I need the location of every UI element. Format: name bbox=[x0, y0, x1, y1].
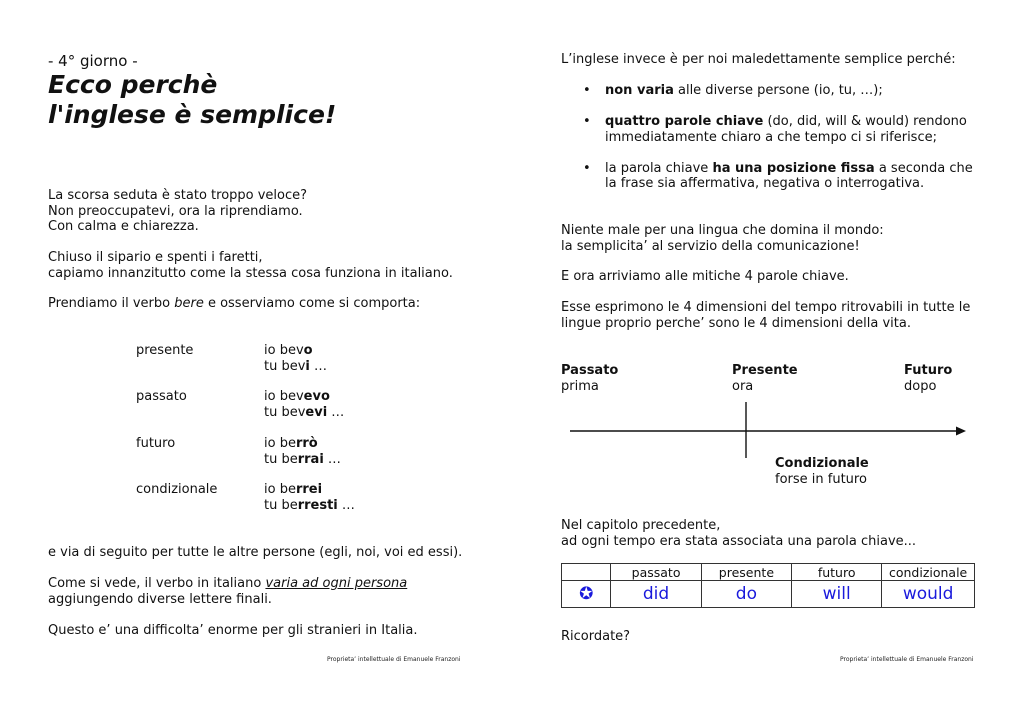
verb-form: io berrei bbox=[264, 482, 323, 497]
timeline-axis bbox=[560, 398, 972, 462]
timeline-presente: Presente ora bbox=[732, 363, 798, 394]
ricordate-text: Ricordate? bbox=[561, 629, 631, 644]
title-line-2: l'inglese è semplice! bbox=[48, 100, 337, 129]
verb-form: tu berresti … bbox=[264, 497, 355, 513]
conjugation-table bbox=[136, 343, 436, 523]
paragraph-line: Nel capitolo precedente, bbox=[561, 518, 721, 533]
keyword-cell: will bbox=[792, 581, 882, 608]
paragraph-line: Come si vede, il verbo in italiano varia ad ogni persona bbox=[48, 576, 408, 591]
verb-bere: bere bbox=[174, 296, 204, 311]
keyword-cell: would bbox=[882, 581, 975, 608]
tense-label: futuro bbox=[136, 436, 176, 451]
keyword-cell: did bbox=[611, 581, 701, 608]
list-item: • non varia alle diverse persone (io, tu, …); bbox=[583, 83, 883, 98]
bullet-icon: • bbox=[583, 114, 591, 129]
varia-emphasis: varia ad ogni persona bbox=[265, 576, 408, 591]
timeline-futuro: Futuro dopo bbox=[904, 363, 953, 394]
keywords-table bbox=[561, 563, 975, 608]
table-header-cell: passato bbox=[611, 564, 701, 581]
verb-form: tu bevi … bbox=[264, 358, 328, 374]
paragraph-line: Niente male per una lingua che domina il mondo: bbox=[561, 223, 884, 238]
intro-paragraph bbox=[48, 188, 307, 235]
list-item: • la parola chiave ha una posizione fissa a seconda che la frase sia affermativa, negativa o interrogativa. bbox=[583, 160, 973, 191]
bullet-icon: • bbox=[583, 83, 591, 98]
verb-form: tu berrai … bbox=[264, 451, 341, 467]
ora-text: E ora arriviamo alle mitiche 4 parole chiave. bbox=[561, 269, 849, 284]
table-header-row bbox=[562, 564, 975, 581]
paragraph-line: aggiungendo diverse lettere finali. bbox=[48, 591, 272, 607]
difficulty-text: Questo e’ una difficolta’ enorme per gli stranieri in Italia. bbox=[48, 623, 418, 638]
timeline-condizionale: Condizionale forse in futuro bbox=[775, 456, 869, 487]
intro-line: Con calma e chiarezza. bbox=[48, 219, 199, 234]
list-item: • quattro parole chiave (do, did, will & would) rendono immediatamente chiaro a che tempo ci si riferisce; bbox=[583, 114, 967, 145]
paragraph-line: la semplicita’ al servizio della comunicazione! bbox=[561, 238, 860, 254]
verb-intro-text: e osserviamo come si comporta: bbox=[203, 296, 421, 311]
key-points-list bbox=[561, 83, 981, 192]
footer-left: Proprieta’ intellettuale di Emanuele Franzoni bbox=[327, 656, 461, 663]
verb-form: tu bevevi … bbox=[264, 404, 345, 420]
keyword-cell: do bbox=[701, 581, 791, 608]
varia-paragraph bbox=[48, 576, 407, 607]
star-icon: ✪ bbox=[562, 581, 611, 608]
paragraph-line: Esse esprimono le 4 dimensioni del tempo ritrovabili in tutte le bbox=[561, 300, 971, 315]
sipario-paragraph bbox=[48, 250, 453, 281]
verb-form: io bevevo bbox=[264, 389, 330, 404]
esse-paragraph bbox=[561, 300, 970, 331]
table-corner-cell bbox=[562, 564, 611, 581]
verb-intro-text: Prendiamo il verbo bbox=[48, 296, 175, 311]
intro-line: Non preoccupatevi, ora la riprendiamo. bbox=[48, 203, 303, 219]
verb-form: io berrò bbox=[264, 436, 318, 451]
niente-paragraph bbox=[561, 223, 884, 254]
tense-label: condizionale bbox=[136, 482, 218, 497]
title-line-1: Ecco perchè bbox=[48, 70, 218, 99]
verb-intro bbox=[48, 296, 420, 312]
table-header-cell: futuro bbox=[792, 564, 882, 581]
verb-form: io bevo bbox=[264, 343, 313, 358]
tense-label: presente bbox=[136, 343, 194, 358]
paragraph-line: lingue proprio perche’ sono le 4 dimensioni della vita. bbox=[561, 315, 911, 331]
timeline-passato: Passato prima bbox=[561, 363, 619, 394]
paragraph-line: Chiuso il sipario e spenti i faretti, bbox=[48, 250, 263, 265]
capitolo-paragraph bbox=[561, 518, 916, 549]
page-title bbox=[48, 70, 336, 130]
day-label: - 4° giorno - bbox=[48, 52, 138, 70]
tense-label: passato bbox=[136, 389, 187, 404]
intro-line: La scorsa seduta è stato troppo veloce? bbox=[48, 188, 308, 203]
table-row bbox=[562, 581, 975, 608]
footer-right: Proprieta’ intellettuale di Emanuele Franzoni bbox=[840, 656, 974, 663]
paragraph-line: ad ogni tempo era stata associata una parola chiave... bbox=[561, 533, 917, 549]
table-header-cell: condizionale bbox=[882, 564, 975, 581]
arrow-head-icon bbox=[956, 427, 966, 436]
after-text: e via di seguito per tutte le altre persone (egli, noi, voi ed essi). bbox=[48, 545, 463, 560]
bullet-icon: • bbox=[583, 160, 591, 176]
right-intro: L’inglese invece è per noi maledettamente semplice perché: bbox=[561, 52, 956, 67]
table-header-cell: presente bbox=[701, 564, 791, 581]
paragraph-line: capiamo innanzitutto come la stessa cosa funziona in italiano. bbox=[48, 265, 453, 281]
